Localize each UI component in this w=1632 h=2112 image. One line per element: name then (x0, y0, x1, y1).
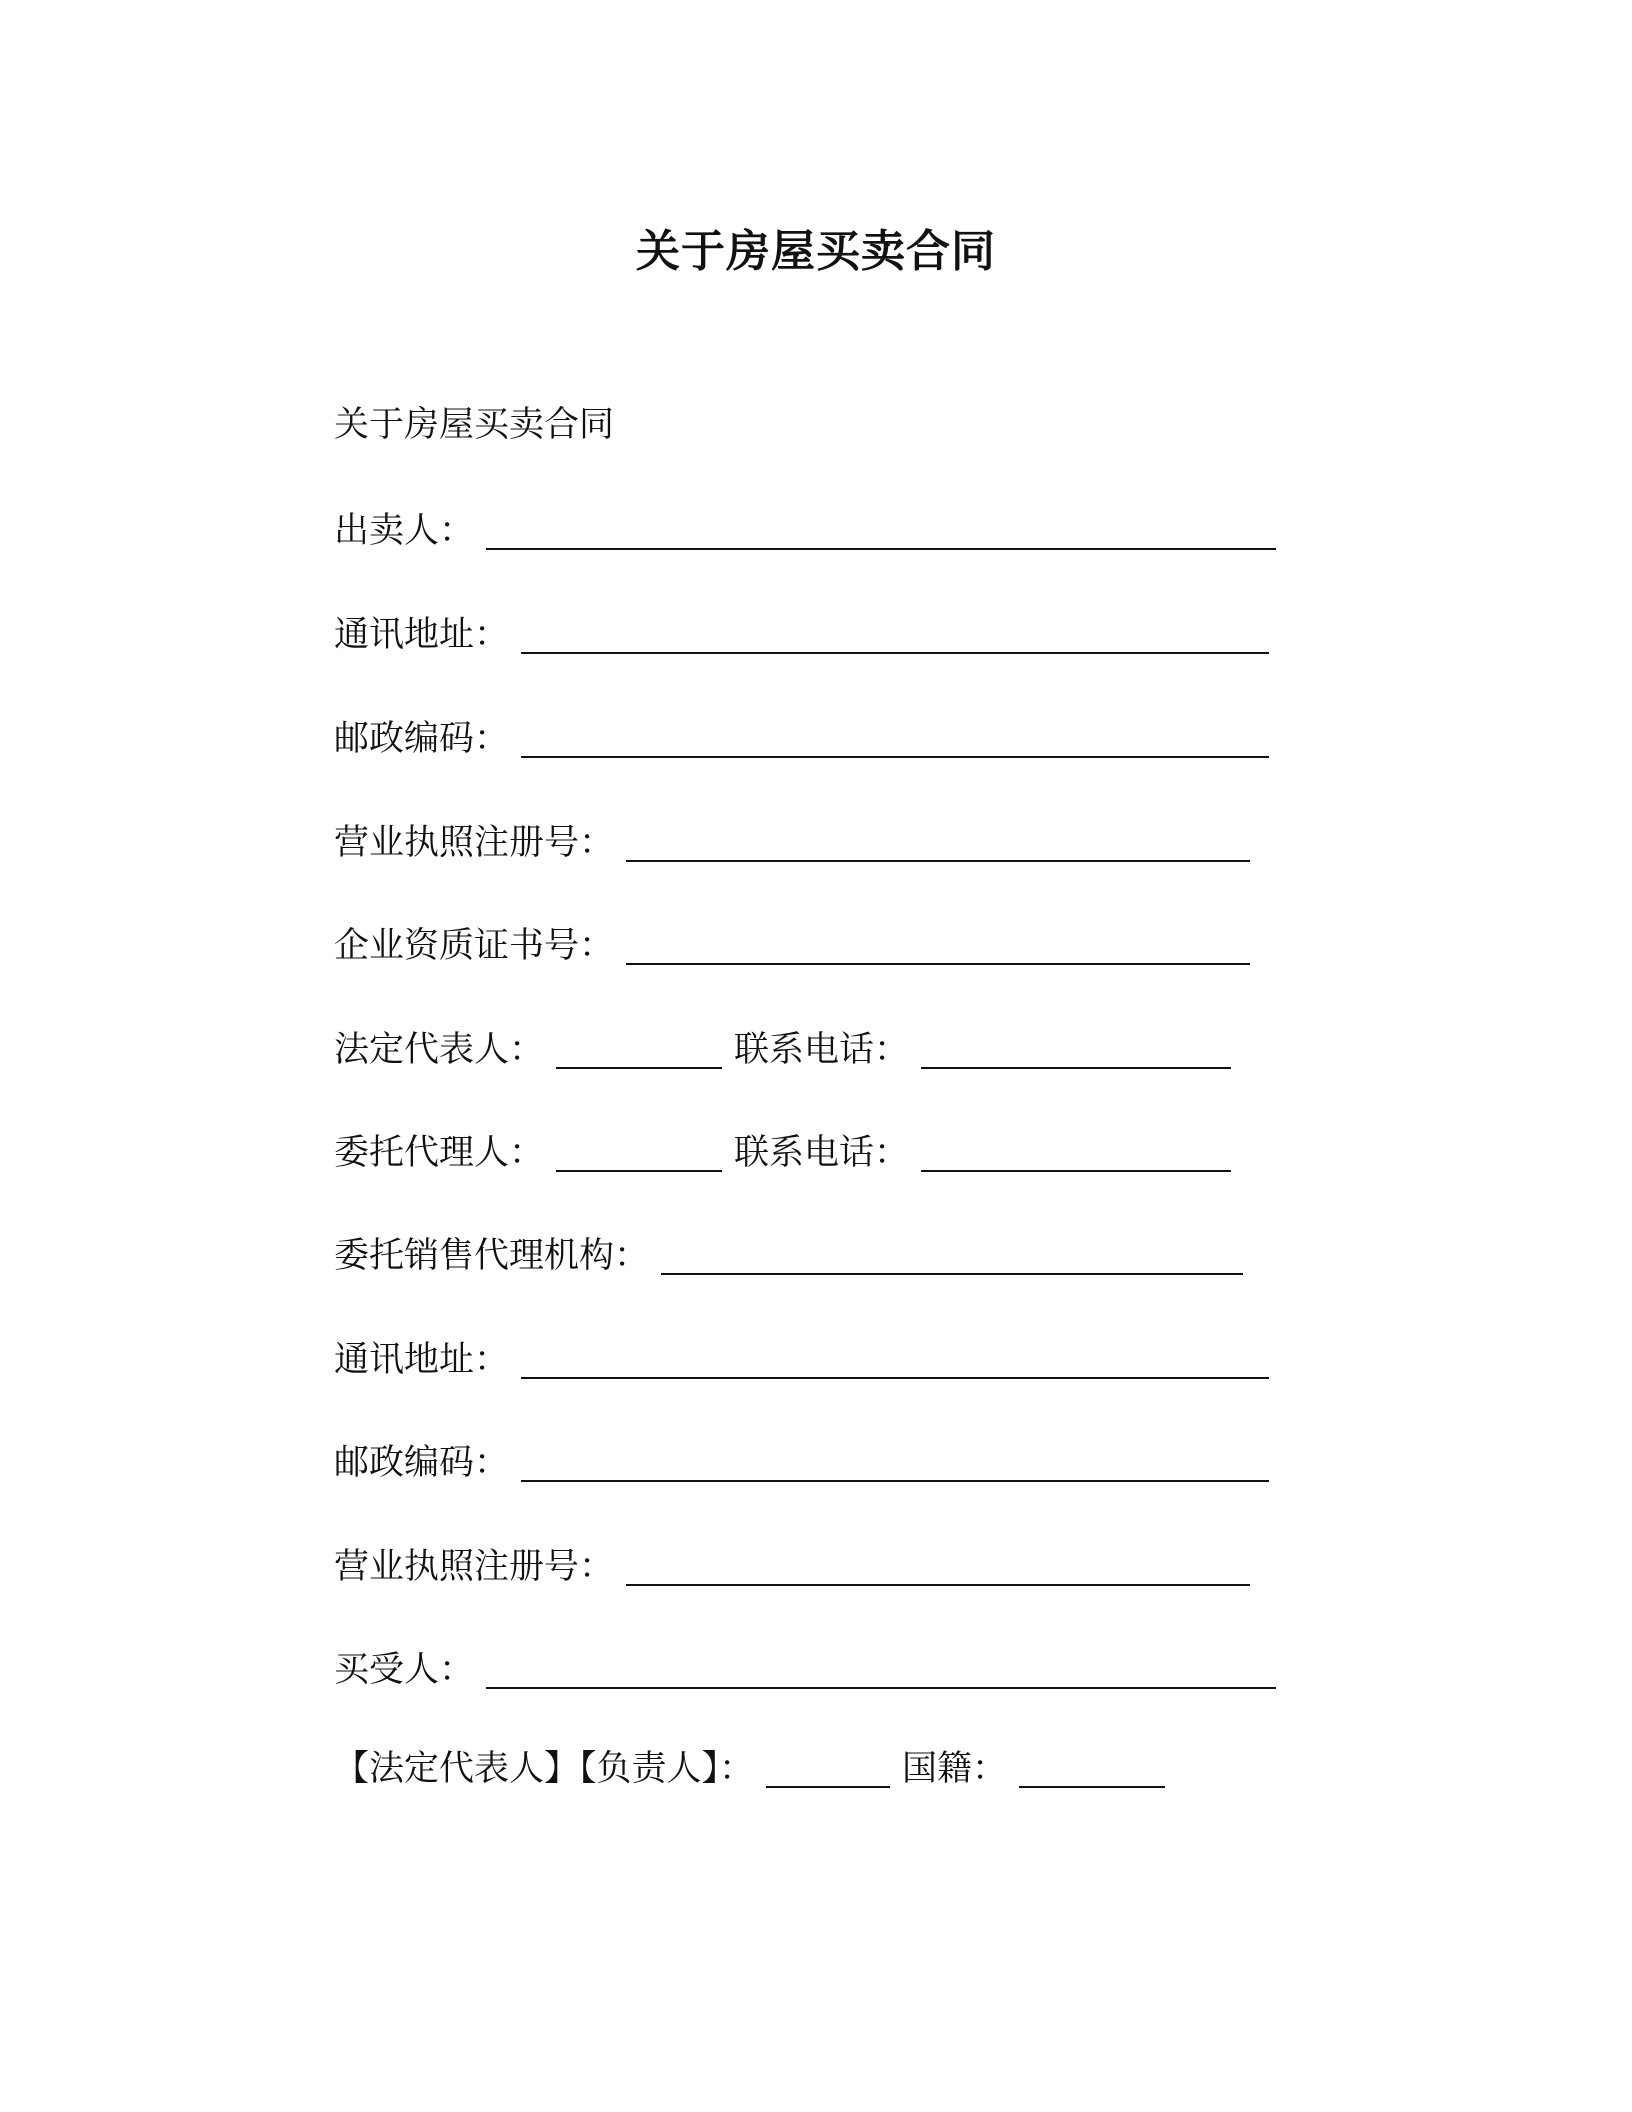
seller-license-label: 营业执照注册号： (334, 823, 615, 863)
agent-phone-blank[interactable] (921, 1136, 1231, 1172)
seller-qualification-label: 企业资质证书号： (334, 926, 615, 966)
subtitle-line (334, 398, 614, 448)
agency-postcode-label: 邮政编码： (334, 1443, 510, 1483)
seller-qualification-line (334, 919, 1250, 969)
nationality-blank[interactable] (1019, 1752, 1165, 1788)
buyer-line (334, 1643, 1276, 1693)
agency-postcode-blank[interactable] (521, 1446, 1269, 1482)
seller-address-line (334, 608, 1269, 658)
agency-postcode-line (334, 1436, 1269, 1486)
seller-license-blank[interactable] (626, 826, 1250, 862)
agency-address-blank[interactable] (521, 1343, 1269, 1379)
seller-postcode-blank[interactable] (521, 722, 1269, 758)
seller-blank[interactable] (486, 514, 1276, 550)
agent-label: 委托代理人： (334, 1133, 545, 1173)
agent-line (334, 1126, 1231, 1176)
document-title: 关于房屋买卖合同 (636, 226, 996, 277)
sales-agency-label: 委托销售代理机构： (334, 1236, 650, 1276)
legal-rep-phone-label: 联系电话： (734, 1030, 910, 1070)
buyer-label: 买受人： (334, 1650, 475, 1690)
legal-rep-line (334, 1023, 1231, 1073)
seller-postcode-line (334, 712, 1269, 762)
document-subtitle: 关于房屋买卖合同 (334, 405, 615, 445)
nationality-label: 国籍： (902, 1749, 1008, 1789)
agency-license-line (334, 1540, 1250, 1590)
seller-address-blank[interactable] (521, 618, 1269, 654)
seller-line (334, 504, 1276, 554)
agent-phone-label: 联系电话： (734, 1133, 910, 1173)
buyer-rep-line (334, 1742, 1165, 1792)
legal-rep-blank[interactable] (556, 1033, 722, 1069)
agency-license-blank[interactable] (626, 1550, 1250, 1586)
seller-qualification-blank[interactable] (626, 929, 1250, 965)
seller-postcode-label: 邮政编码： (334, 719, 510, 759)
buyer-rep-blank[interactable] (766, 1752, 890, 1788)
agency-license-label: 营业执照注册号： (334, 1547, 615, 1587)
legal-rep-phone-blank[interactable] (921, 1033, 1231, 1069)
seller-label: 出卖人： (334, 511, 475, 551)
agency-address-label: 通讯地址： (334, 1340, 510, 1380)
sales-agency-blank[interactable] (661, 1239, 1243, 1275)
buyer-rep-label: 【法定代表人】【负责人】： (334, 1749, 755, 1789)
agent-blank[interactable] (556, 1136, 722, 1172)
seller-address-label: 通讯地址： (334, 615, 510, 655)
buyer-blank[interactable] (486, 1653, 1276, 1689)
sales-agency-line (334, 1229, 1243, 1279)
seller-license-line (334, 816, 1250, 866)
agency-address-line (334, 1333, 1269, 1383)
legal-rep-label: 法定代表人： (334, 1030, 545, 1070)
